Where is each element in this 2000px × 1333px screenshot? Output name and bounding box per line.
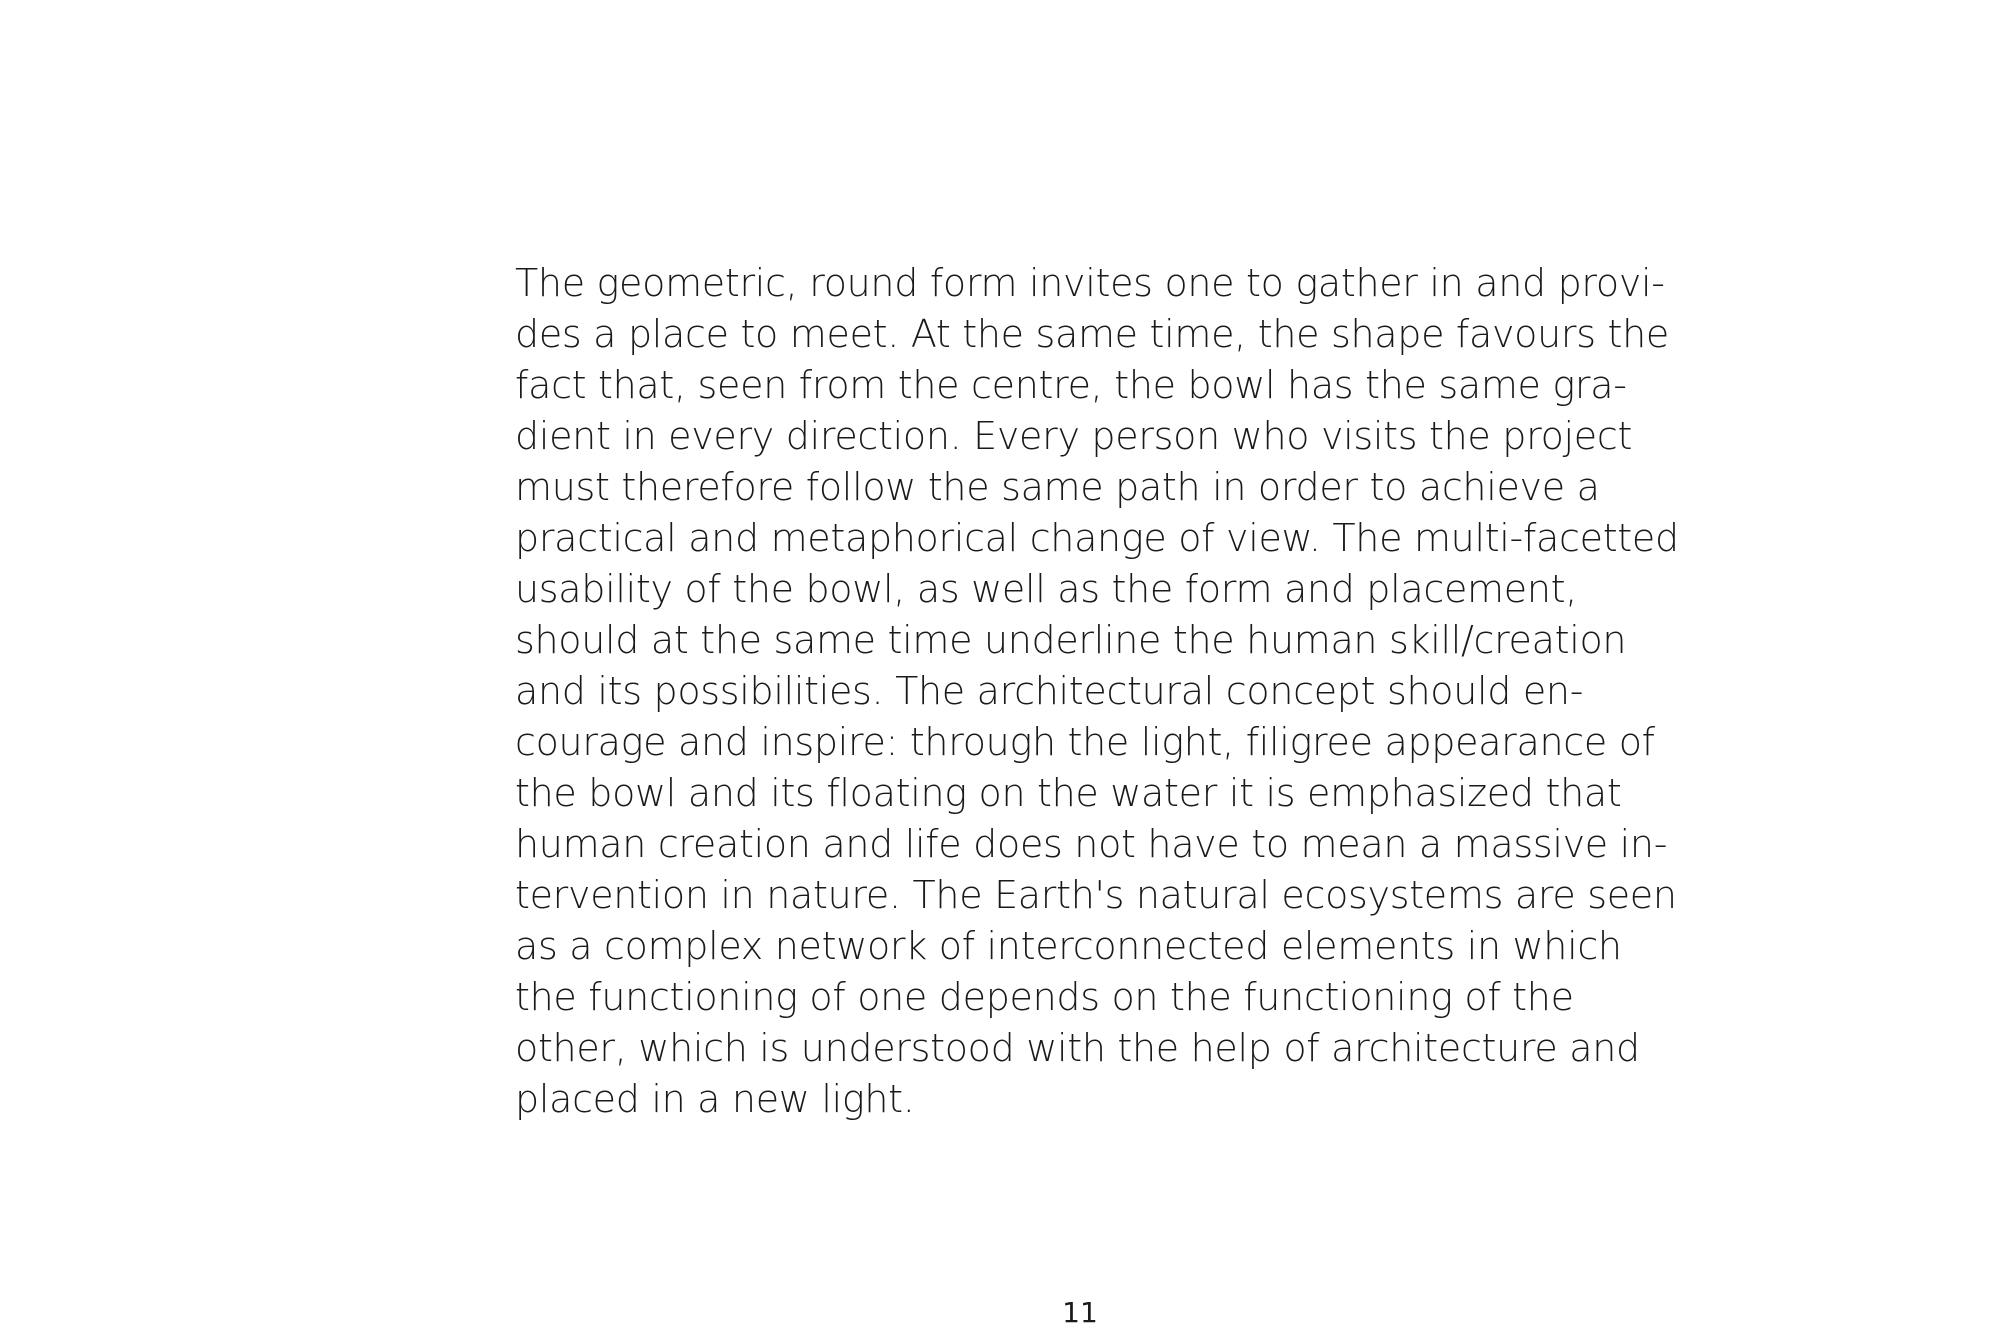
body-paragraph: [515, 258, 1679, 1125]
text-line: placed in a new light.: [515, 1077, 915, 1121]
text-line: courage and inspire: through the light, filigree appearance of: [515, 720, 1655, 764]
text-line: tervention in nature. The Earth's natural ecosystems are seen: [515, 873, 1677, 917]
text-line: and its possibilities. The architectural concept should en-: [515, 669, 1584, 713]
text-line: usability of the bowl, as well as the form and placement,: [515, 567, 1578, 611]
text-line: fact that, seen from the centre, the bowl has the same gra-: [515, 363, 1627, 407]
text-line: should at the same time underline the human skill/creation: [515, 618, 1627, 662]
text-line: other, which is understood with the help of architecture and: [515, 1026, 1640, 1070]
text-line: des a place to meet. At the same time, the shape favours the: [515, 312, 1669, 356]
text-line: as a complex network of interconnected elements in which: [515, 924, 1622, 968]
text-line: practical and metaphorical change of view. The multi-facetted: [515, 516, 1679, 560]
text-line: the functioning of one depends on the functioning of the: [515, 975, 1574, 1019]
text-line: human creation and life does not have to mean a massive in-: [515, 822, 1668, 866]
text-line: must therefore follow the same path in order to achieve a: [515, 465, 1600, 509]
text-line: dient in every direction. Every person who visits the project: [515, 414, 1633, 458]
text-line: The geometric, round form invites one to gather in and provi-: [515, 261, 1665, 305]
page-number: 11: [1062, 1296, 1098, 1329]
text-line: the bowl and its floating on the water it is emphasized that: [515, 771, 1622, 815]
